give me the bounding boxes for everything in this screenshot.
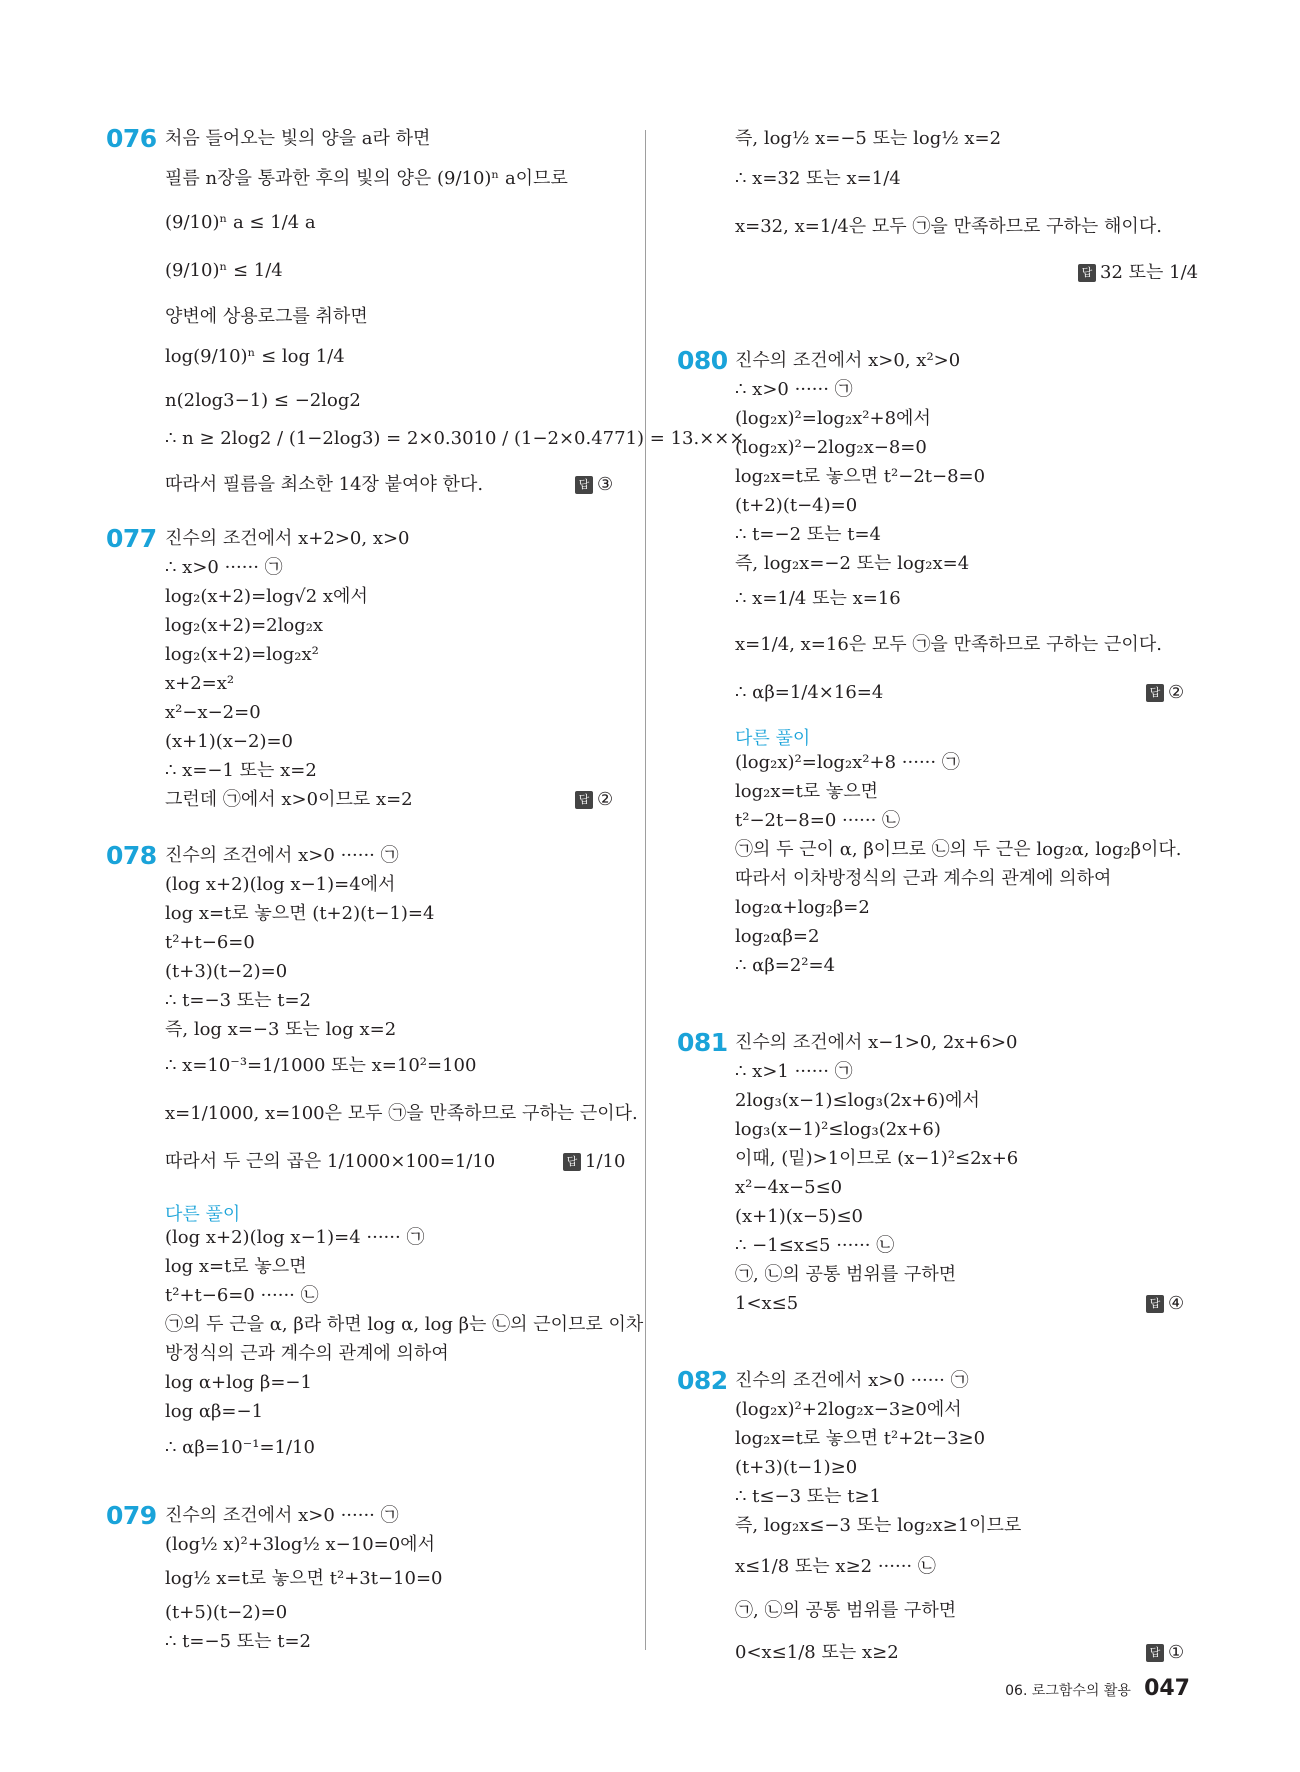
solution-line: (t+2)(t−4)=0 — [735, 495, 858, 516]
solution-line: log₃(x−1)²≤log₃(2x+6) — [735, 1119, 941, 1140]
chapter-title: 06. 로그함수의 활용 — [1005, 1683, 1131, 1699]
solution-line: 진수의 조건에서 x>0 ······ ㉠ — [165, 845, 399, 866]
alternative-solution-line: log₂αβ=2 — [735, 926, 820, 947]
column-divider — [645, 130, 646, 1650]
solution-line: (log₂x)²+2log₂x−3≥0에서 — [735, 1399, 962, 1420]
alternative-solution-line: log₂x=t로 놓으면 — [735, 781, 879, 802]
alternative-solution-line: ㉠의 두 근을 α, β라 하면 log α, log β는 ㉡의 근이므로 이차 — [165, 1314, 644, 1335]
solution-line: ∴ x=1/4 또는 x=16 — [735, 588, 901, 609]
answer-icon: 답 — [1146, 1644, 1164, 1662]
solution-line: log₂x=t로 놓으면 t²+2t−3≥0 — [735, 1428, 986, 1449]
solution-line: log(9/10)ⁿ ≤ log 1/4 — [165, 346, 345, 367]
solution-line: 진수의 조건에서 x+2>0, x>0 — [165, 528, 410, 549]
solution-line: 따라서 필름을 최소한 14장 붙여야 한다. — [165, 474, 484, 495]
answer-icon: 답 — [575, 476, 593, 494]
answer-value: ③ — [597, 474, 614, 495]
solution-line: log₂(x+2)=2log₂x — [165, 615, 324, 636]
solution-line: 양변에 상용로그를 취하면 — [165, 306, 368, 327]
solution-line: ∴ αβ=1/4×16=4 — [735, 682, 884, 703]
solution-line: ∴ x=32 또는 x=1/4 — [735, 168, 901, 189]
solution-line: ∴ x>0 ······ ㉠ — [165, 557, 283, 578]
solution-line: 0<x≤1/8 또는 x≥2 — [735, 1642, 899, 1663]
solution-line: (log₂x)²−2log₂x−8=0 — [735, 437, 927, 458]
answer-value: ① — [1168, 1642, 1185, 1663]
answer-icon: 답 — [575, 791, 593, 809]
answer-label — [1146, 1642, 1184, 1664]
solution-line: ∴ −1≤x≤5 ······ ㉡ — [735, 1235, 895, 1256]
solution-line: 진수의 조건에서 x>0 ······ ㉠ — [735, 1370, 969, 1391]
alternative-solution-label: 다른 풀이 — [735, 728, 811, 749]
solution-line: 2log₃(x−1)≤log₃(2x+6)에서 — [735, 1090, 980, 1111]
solution-line: x≤1/8 또는 x≥2 ······ ㉡ — [735, 1556, 936, 1577]
answer-label — [1078, 262, 1198, 284]
answer-icon: 답 — [1146, 684, 1164, 702]
solution-line: (9/10)ⁿ ≤ 1/4 — [165, 260, 283, 281]
solution-line: ∴ t=−2 또는 t=4 — [735, 524, 882, 545]
solution-line: ∴ x=−1 또는 x=2 — [165, 760, 317, 781]
solution-line: 이때, (밑)>1이므로 (x−1)²≤2x+6 — [735, 1148, 1019, 1169]
problem-number: 076 — [106, 124, 157, 153]
solution-line: t²+t−6=0 — [165, 932, 255, 953]
problem-number: 079 — [106, 1501, 157, 1530]
solution-line: (log½ x)²+3log½ x−10=0에서 — [165, 1534, 435, 1555]
page-footer — [1005, 1676, 1190, 1701]
solution-line: 진수의 조건에서 x>0, x²>0 — [735, 350, 961, 371]
answer-value: 1/10 — [585, 1151, 626, 1172]
answer-value: ② — [1168, 682, 1185, 703]
solution-line: (t+3)(t−2)=0 — [165, 961, 288, 982]
problem-number: 082 — [677, 1366, 728, 1395]
answer-label — [563, 1151, 625, 1173]
solution-line: x=1/1000, x=100은 모두 ㉠을 만족하므로 구하는 근이다. — [165, 1103, 638, 1124]
solution-line: 즉, log₂x=−2 또는 log₂x=4 — [735, 553, 970, 574]
solution-line: log½ x=t로 놓으면 t²+3t−10=0 — [165, 1568, 443, 1589]
answer-icon: 답 — [563, 1153, 581, 1171]
answer-value: ④ — [1168, 1293, 1185, 1314]
solution-line: (x+1)(x−5)≤0 — [735, 1206, 863, 1227]
alternative-solution-line: log α+log β=−1 — [165, 1372, 312, 1393]
solution-line: 필름 n장을 통과한 후의 빛의 양은 (9/10)ⁿ a이므로 — [165, 168, 568, 189]
alternative-solution-line: t²−2t−8=0 ······ ㉡ — [735, 810, 901, 831]
solution-line: log₂(x+2)=log√2 x에서 — [165, 586, 368, 607]
solution-line: ∴ t=−5 또는 t=2 — [165, 1631, 312, 1652]
solution-line: ㉠, ㉡의 공통 범위를 구하면 — [735, 1264, 957, 1285]
problem-number: 081 — [677, 1028, 728, 1057]
answer-label — [575, 474, 613, 496]
solution-line: ∴ t≤−3 또는 t≥1 — [735, 1486, 882, 1507]
solution-line: 그런데 ㉠에서 x>0이므로 x=2 — [165, 789, 413, 810]
solution-line: 처음 들어오는 빛의 양을 a라 하면 — [165, 128, 431, 149]
solution-line: 즉, log x=−3 또는 log x=2 — [165, 1019, 397, 1040]
solution-line: 즉, log₂x≤−3 또는 log₂x≥1이므로 — [735, 1515, 1022, 1536]
solution-line: 진수의 조건에서 x>0 ······ ㉠ — [165, 1505, 399, 1526]
alternative-solution-line: log αβ=−1 — [165, 1401, 264, 1422]
solution-line: ∴ t=−3 또는 t=2 — [165, 990, 312, 1011]
solution-line: ∴ x>0 ······ ㉠ — [735, 379, 853, 400]
problem-number: 078 — [106, 841, 157, 870]
alternative-solution-line: (log₂x)²=log₂x²+8 ······ ㉠ — [735, 752, 960, 773]
solution-line: (log₂x)²=log₂x²+8에서 — [735, 408, 931, 429]
solution-line: 진수의 조건에서 x−1>0, 2x+6>0 — [735, 1032, 1018, 1053]
solution-line: log x=t로 놓으면 (t+2)(t−1)=4 — [165, 903, 435, 924]
alternative-solution-line: (log x+2)(log x−1)=4 ······ ㉠ — [165, 1227, 425, 1248]
solution-line: (x+1)(x−2)=0 — [165, 731, 293, 752]
solution-line: x=1/4, x=16은 모두 ㉠을 만족하므로 구하는 근이다. — [735, 634, 1162, 655]
alternative-solution-line: log x=t로 놓으면 — [165, 1256, 307, 1277]
answer-label — [1146, 1293, 1184, 1315]
alternative-solution-label: 다른 풀이 — [165, 1204, 241, 1225]
answer-icon: 답 — [1078, 264, 1096, 282]
alternative-solution-line: log₂α+log₂β=2 — [735, 897, 870, 918]
solution-line: 1<x≤5 — [735, 1293, 799, 1314]
solution-line: (t+5)(t−2)=0 — [165, 1602, 288, 1623]
answer-icon: 답 — [1146, 1295, 1164, 1313]
alternative-solution-line: t²+t−6=0 ······ ㉡ — [165, 1285, 319, 1306]
problem-number: 077 — [106, 524, 157, 553]
page-number: 047 — [1144, 1676, 1190, 1701]
solution-line: x²−4x−5≤0 — [735, 1177, 843, 1198]
solution-line: ∴ x>1 ······ ㉠ — [735, 1061, 853, 1082]
alternative-solution-line: ∴ αβ=2²=4 — [735, 955, 836, 976]
answer-value: ② — [597, 789, 614, 810]
solution-line: 즉, log½ x=−5 또는 log½ x=2 — [735, 128, 1002, 149]
solution-line: (9/10)ⁿ a ≤ 1/4 a — [165, 212, 316, 233]
solution-line: log₂x=t로 놓으면 t²−2t−8=0 — [735, 466, 986, 487]
solution-line: ∴ n ≥ 2log2 / (1−2log3) = 2×0.3010 / (1−2×0.4771) = 13.××× — [165, 428, 745, 449]
answer-label — [1146, 682, 1184, 704]
solution-line: (log x+2)(log x−1)=4에서 — [165, 874, 396, 895]
solution-line: (t+3)(t−1)≥0 — [735, 1457, 858, 1478]
solution-line: n(2log3−1) ≤ −2log2 — [165, 390, 361, 411]
alternative-solution-line: ㉠의 두 근이 α, β이므로 ㉡의 두 근은 log₂α, log₂β이다. — [735, 839, 1182, 860]
solution-line: x=32, x=1/4은 모두 ㉠을 만족하므로 구하는 해이다. — [735, 216, 1162, 237]
answer-label — [575, 789, 613, 811]
solution-line: ∴ x=10⁻³=1/1000 또는 x=10²=100 — [165, 1055, 477, 1076]
solution-line: ㉠, ㉡의 공통 범위를 구하면 — [735, 1600, 957, 1621]
problem-number: 080 — [677, 346, 728, 375]
answer-value: 32 또는 1/4 — [1100, 262, 1199, 283]
solution-line: log₂(x+2)=log₂x² — [165, 644, 319, 665]
alternative-solution-line: 방정식의 근과 계수의 관계에 의하여 — [165, 1343, 449, 1364]
solution-line: x²−x−2=0 — [165, 702, 261, 723]
alternative-solution-line: ∴ αβ=10⁻¹=1/10 — [165, 1437, 315, 1458]
solution-line: 따라서 두 근의 곱은 1/1000×100=1/10 — [165, 1151, 496, 1172]
solution-line: x+2=x² — [165, 673, 235, 694]
alternative-solution-line: 따라서 이차방정식의 근과 계수의 관계에 의하여 — [735, 868, 1112, 889]
